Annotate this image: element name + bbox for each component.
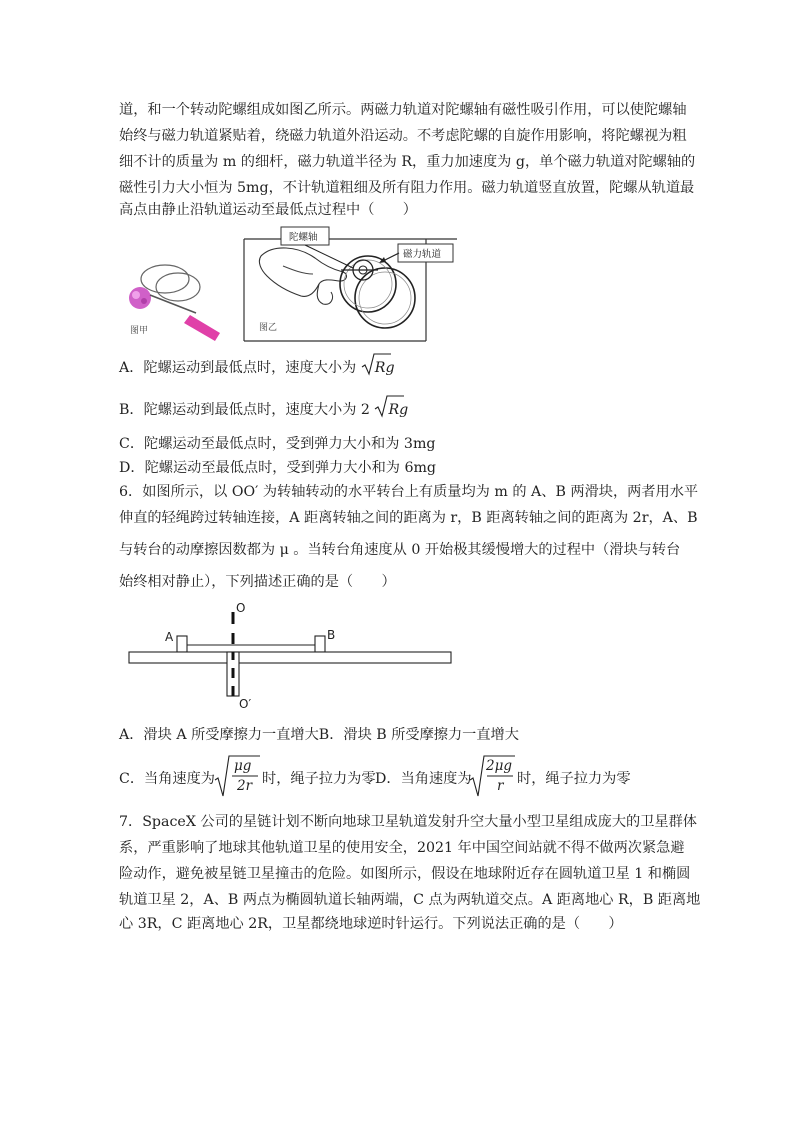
q5-option-d: D．陀螺运动至最低点时，受到弹力大小和为 6mg [119, 460, 437, 476]
q6-option-d-pre: D．当角速度为 [375, 771, 472, 787]
q5-stem-line-5: 高点由静止沿轨道运动至最低点过程中（ ） [119, 202, 417, 218]
q6-option-d-denominator: r [497, 778, 504, 794]
axis-label-o-bottom: O′ [239, 697, 252, 711]
q5-stem-line-2: 始终与磁力轨道紧贴着，绕磁力轨道外沿运动。不考虑陀螺的自旋作用影响，将陀螺视为粗 [119, 128, 687, 144]
q6-option-c-numerator: μg [234, 758, 252, 774]
q6-option-c-post: 时，绳子拉力为零 [262, 771, 376, 787]
q5-option-a-radicand: Rg [374, 360, 395, 376]
q6-option-d-numerator: 2μg [486, 758, 513, 774]
q6-option-c-denominator: 2r [237, 778, 253, 794]
q5-stem-line-3: 细不计的质量为 m 的细杆，磁力轨道半径为 R，重力加速度为 g，单个磁力轨道对陀螺轴的 [119, 154, 696, 170]
q6-turntable-figure [125, 600, 470, 715]
q7-stem-line-5: 心 3R，C 距离地心 2R，卫星都绕地球逆时针运行。下列说法正确的是（ ） [119, 916, 623, 932]
slider-a-label: A [165, 630, 174, 644]
q5-option-a [119, 357, 395, 377]
callout-magnetic-track: 磁力轨道 [403, 249, 442, 260]
q6-stem-line-3: 与转台的动摩擦因数都为 μ 。当转台角速度从 0 开始极其缓慢增大的过程中（滑块与转台 [119, 542, 681, 558]
fig-yi-label: 图乙 [259, 323, 278, 333]
q5-figure-jia [120, 255, 230, 345]
q5-option-c: C．陀螺运动至最低点时，受到弹力大小和为 3mg [119, 436, 436, 452]
q5-figure-yi [243, 226, 458, 342]
q6-option-c-pre: C．当角速度为 [119, 771, 215, 787]
q6-stem-line-4: 始终相对静止），下列描述正确的是（ ） [119, 574, 396, 590]
slider-b-label: B [327, 628, 336, 642]
q5-option-a-text: A．陀螺运动到最低点时，速度大小为 [119, 360, 357, 376]
q5-option-b [119, 399, 408, 419]
axis-label-o-top: O [236, 601, 246, 615]
q5-stem-line-4: 磁性引力大小恒为 5mg，不计轨道粗细及所有阻力作用。磁力轨道竖直放置，陀螺从轨道最 [119, 180, 695, 196]
callout-gyro-axis: 陀螺轴 [289, 232, 318, 243]
q7-stem-line-2: 系，严重影响了地球其他轨道卫星的使用安全，2021 年中国空间站就不得不做两次紧急避 [119, 840, 685, 856]
q6-stem-line-1: 6．如图所示，以 OO′ 为转轴转动的水平转台上有质量均为 m 的 A、B 两滑块，两者用水平 [119, 484, 699, 500]
q5-option-b-text: B．陀螺运动到最低点时，速度大小为 2 [119, 402, 370, 418]
q7-stem-line-4: 轨道卫星 2，A、B 两点为椭圆轨道长轴两端，C 点为两轨道交点。A 距离地心 R，B 距离地 [119, 892, 701, 908]
q5-option-b-radicand: Rg [388, 402, 409, 418]
q7-stem-line-3: 险动作，避免被星链卫星撞击的危险。如图所示，假设在地球附近存在圆轨道卫星 1 和椭圆 [119, 866, 691, 882]
q6-option-b: B．滑块 B 所受摩擦力一直增大 [318, 727, 519, 743]
q6-option-a: A．滑块 A 所受摩擦力一直增大 [119, 727, 319, 743]
q6-option-ab-row [119, 724, 519, 744]
fig-jia-label: 图甲 [130, 326, 149, 336]
q6-option-d-post: 时，绳子拉力为零 [517, 771, 631, 787]
q5-stem-line-1: 道，和一个转动陀螺组成如图乙所示。两磁力轨道对陀螺轴有磁性吸引作用，可以使陀螺轴 [119, 102, 687, 118]
q6-stem-line-2: 伸直的轻绳跨过转轴连接，A 距离转轴之间的距离为 r，B 距离转轴之间的距离为 2r，A、B [119, 510, 698, 526]
q7-stem-line-1: 7．SpaceX 公司的星链计划不断向地球卫星轨道发射升空大量小型卫星组成庞大的卫星群体 [119, 814, 697, 830]
